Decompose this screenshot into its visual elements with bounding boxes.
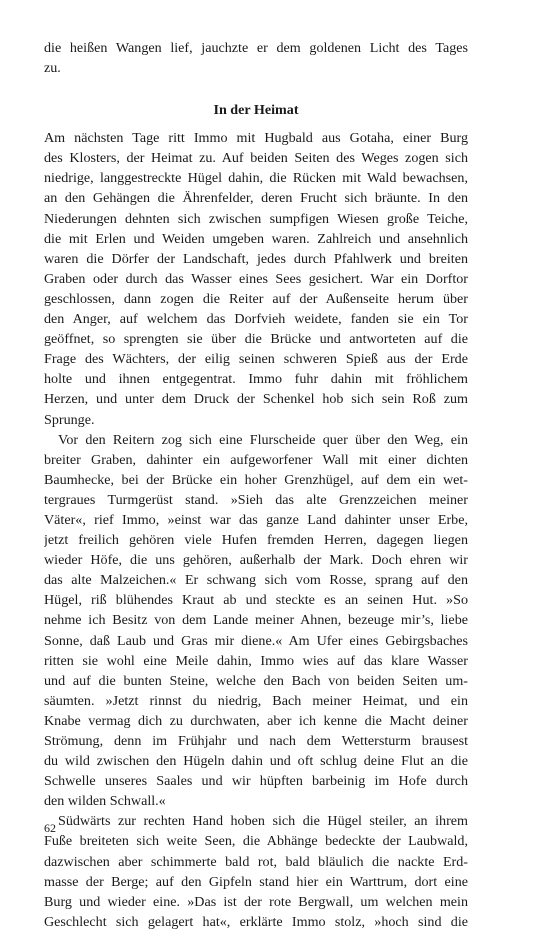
text-line: Südwärts zur rechten Hand hoben sich die Hügel steiler, an ihrem	[58, 813, 468, 830]
text-line: ritten sie wohl eine Meile dahin, Immo wies auf das klare Wasser	[44, 652, 468, 669]
text-line: geöffnet, so sprengten sie über die Brücke und antworteten auf die	[44, 331, 468, 348]
text-line: geschlossen, dann zogen die Reiter auf der Außenseite herum über	[44, 290, 468, 307]
text-line: Sonne, daß Laub und Gras mir diene.« Am Ufer eines Gebirgsbaches	[44, 632, 468, 649]
text-line: jetzt freilich gehören viele Hufen fremden Herren, dagegen liegen	[44, 532, 468, 549]
text-line: das alte Malzeichen.« Er schwang sich vom Rosse, sprang auf den	[44, 572, 468, 589]
text-line: den wilden Schwall.«	[44, 793, 166, 810]
text-line: breiter Graben, dahinter ein aufgeworfener Wall mit einer dichten	[44, 451, 468, 468]
text-line: Vor den Reitern zog sich eine Flurscheide quer über den Weg, ein	[58, 431, 468, 448]
text-line: Baumhecke, bei der Brücke ein hoher Grenzhügel, auf dem ein wet-	[44, 471, 468, 488]
text-line: du wild zwischen den Hügeln dahin und oft schlug deine Flut an die	[44, 753, 468, 770]
text-line: die mit Erlen und Weiden umgeben waren. Zahlreich und ansehnlich	[44, 230, 468, 247]
paragraph-1	[44, 128, 468, 429]
text-line: dazwischen aber schimmerte bald rot, bald bläulich die nackte Erd-	[44, 853, 468, 870]
text-line: und auf die bunten Steine, welche den Bach von beiden Seiten um-	[44, 672, 468, 689]
text-line: Fuße breiteten sich weite Seen, die Abhänge bedeckte der Laubwald,	[44, 833, 468, 850]
text-line: zu.	[44, 60, 61, 77]
text-line: Strömung, denn im Frühjahr und nach dem Wettersturm brausest	[44, 733, 468, 749]
text-line: wieder Höfe, die uns gehören, außerhalb der Mark. Doch ehren wir	[44, 552, 468, 569]
text-line: Herzen, und unter dem Druck der Schenkel hob sich sein Roß zum	[44, 391, 468, 408]
section-heading: In der Heimat	[213, 102, 299, 119]
text-line: an den Gehängen die Ährenfelder, deren Frucht sich bräunte. In den	[44, 190, 468, 207]
text-line: Frage des Wächters, der eilig seinen schweren Spieß aus der Erde	[44, 351, 468, 368]
text-line: säumten. »Jetzt rinnst du niedrig, Bach meiner Heimat, und ein	[44, 692, 468, 709]
text-line: masse der Berge; auf den Gipfeln stand hier ein Warttrum, dort eine	[44, 873, 468, 890]
text-line: Knabe vermag dich zu durchwaten, aber ich kenne die Macht deiner	[44, 712, 468, 729]
text-line: Am nächsten Tage ritt Immo mit Hugbald aus Gotaha, einer Burg	[44, 130, 468, 147]
text-line: nehme ich Besitz von dem Lande meiner Ahnen, bezeuge mir’s, liebe	[44, 612, 468, 629]
text-line: Geschlecht sich gelagert hat«, erklärte Immo stolz, »hoch sind die	[44, 913, 468, 930]
paragraph-2	[44, 430, 468, 812]
text-line: Sprunge.	[44, 411, 95, 428]
text-line: des Klosters, der Heimat zu. Auf beiden Seiten des Weges zogen sich	[44, 150, 468, 167]
page-number: 62	[44, 821, 56, 835]
text-line: Schwelle unseres Saales und wir hüpften barbeinig im Hofe durch	[44, 773, 468, 790]
text-line: waren die Dörfer der Landschaft, jedes durch Pfahlwerk und breiten	[44, 250, 468, 267]
paragraph-3	[44, 811, 468, 932]
text-line: holte und ihnen entgegentrat. Immo fuhr dahin mit fröhlichem	[44, 371, 468, 388]
text-line: niedrige, langgestreckte Hügel dahin, die Rücken mit Wald bewachsen,	[44, 170, 468, 187]
text-line: den Anger, auf welchem das Dorfvieh weidete, fanden sie ein Tor	[44, 311, 468, 328]
text-line: die heißen Wangen lief, jauchzte er dem goldenen Licht des Tages	[44, 40, 468, 56]
text-line: Väter«, rief Immo, »einst war das ganze Land dahinter unser Erbe,	[44, 511, 468, 528]
book-page	[44, 38, 468, 932]
text-line: Hügel, riß blühendes Kraut ab und steckte es an seinen Hut. »So	[44, 592, 468, 609]
text-line: Graben oder durch das Wasser eines Sees gesichert. War ein Dorftor	[44, 270, 468, 287]
text-line: tergraues Turmgerüst stand. »Sieh das alte Grenzzeichen meiner	[44, 491, 468, 508]
intro-paragraph	[44, 38, 468, 78]
text-line: Burg und wieder eine. »Das ist der rote Bergwall, um welchen mein	[44, 893, 468, 910]
text-line: Niederungen dehnten sich zwischen sumpfigen Wiesen große Teiche,	[44, 210, 468, 227]
